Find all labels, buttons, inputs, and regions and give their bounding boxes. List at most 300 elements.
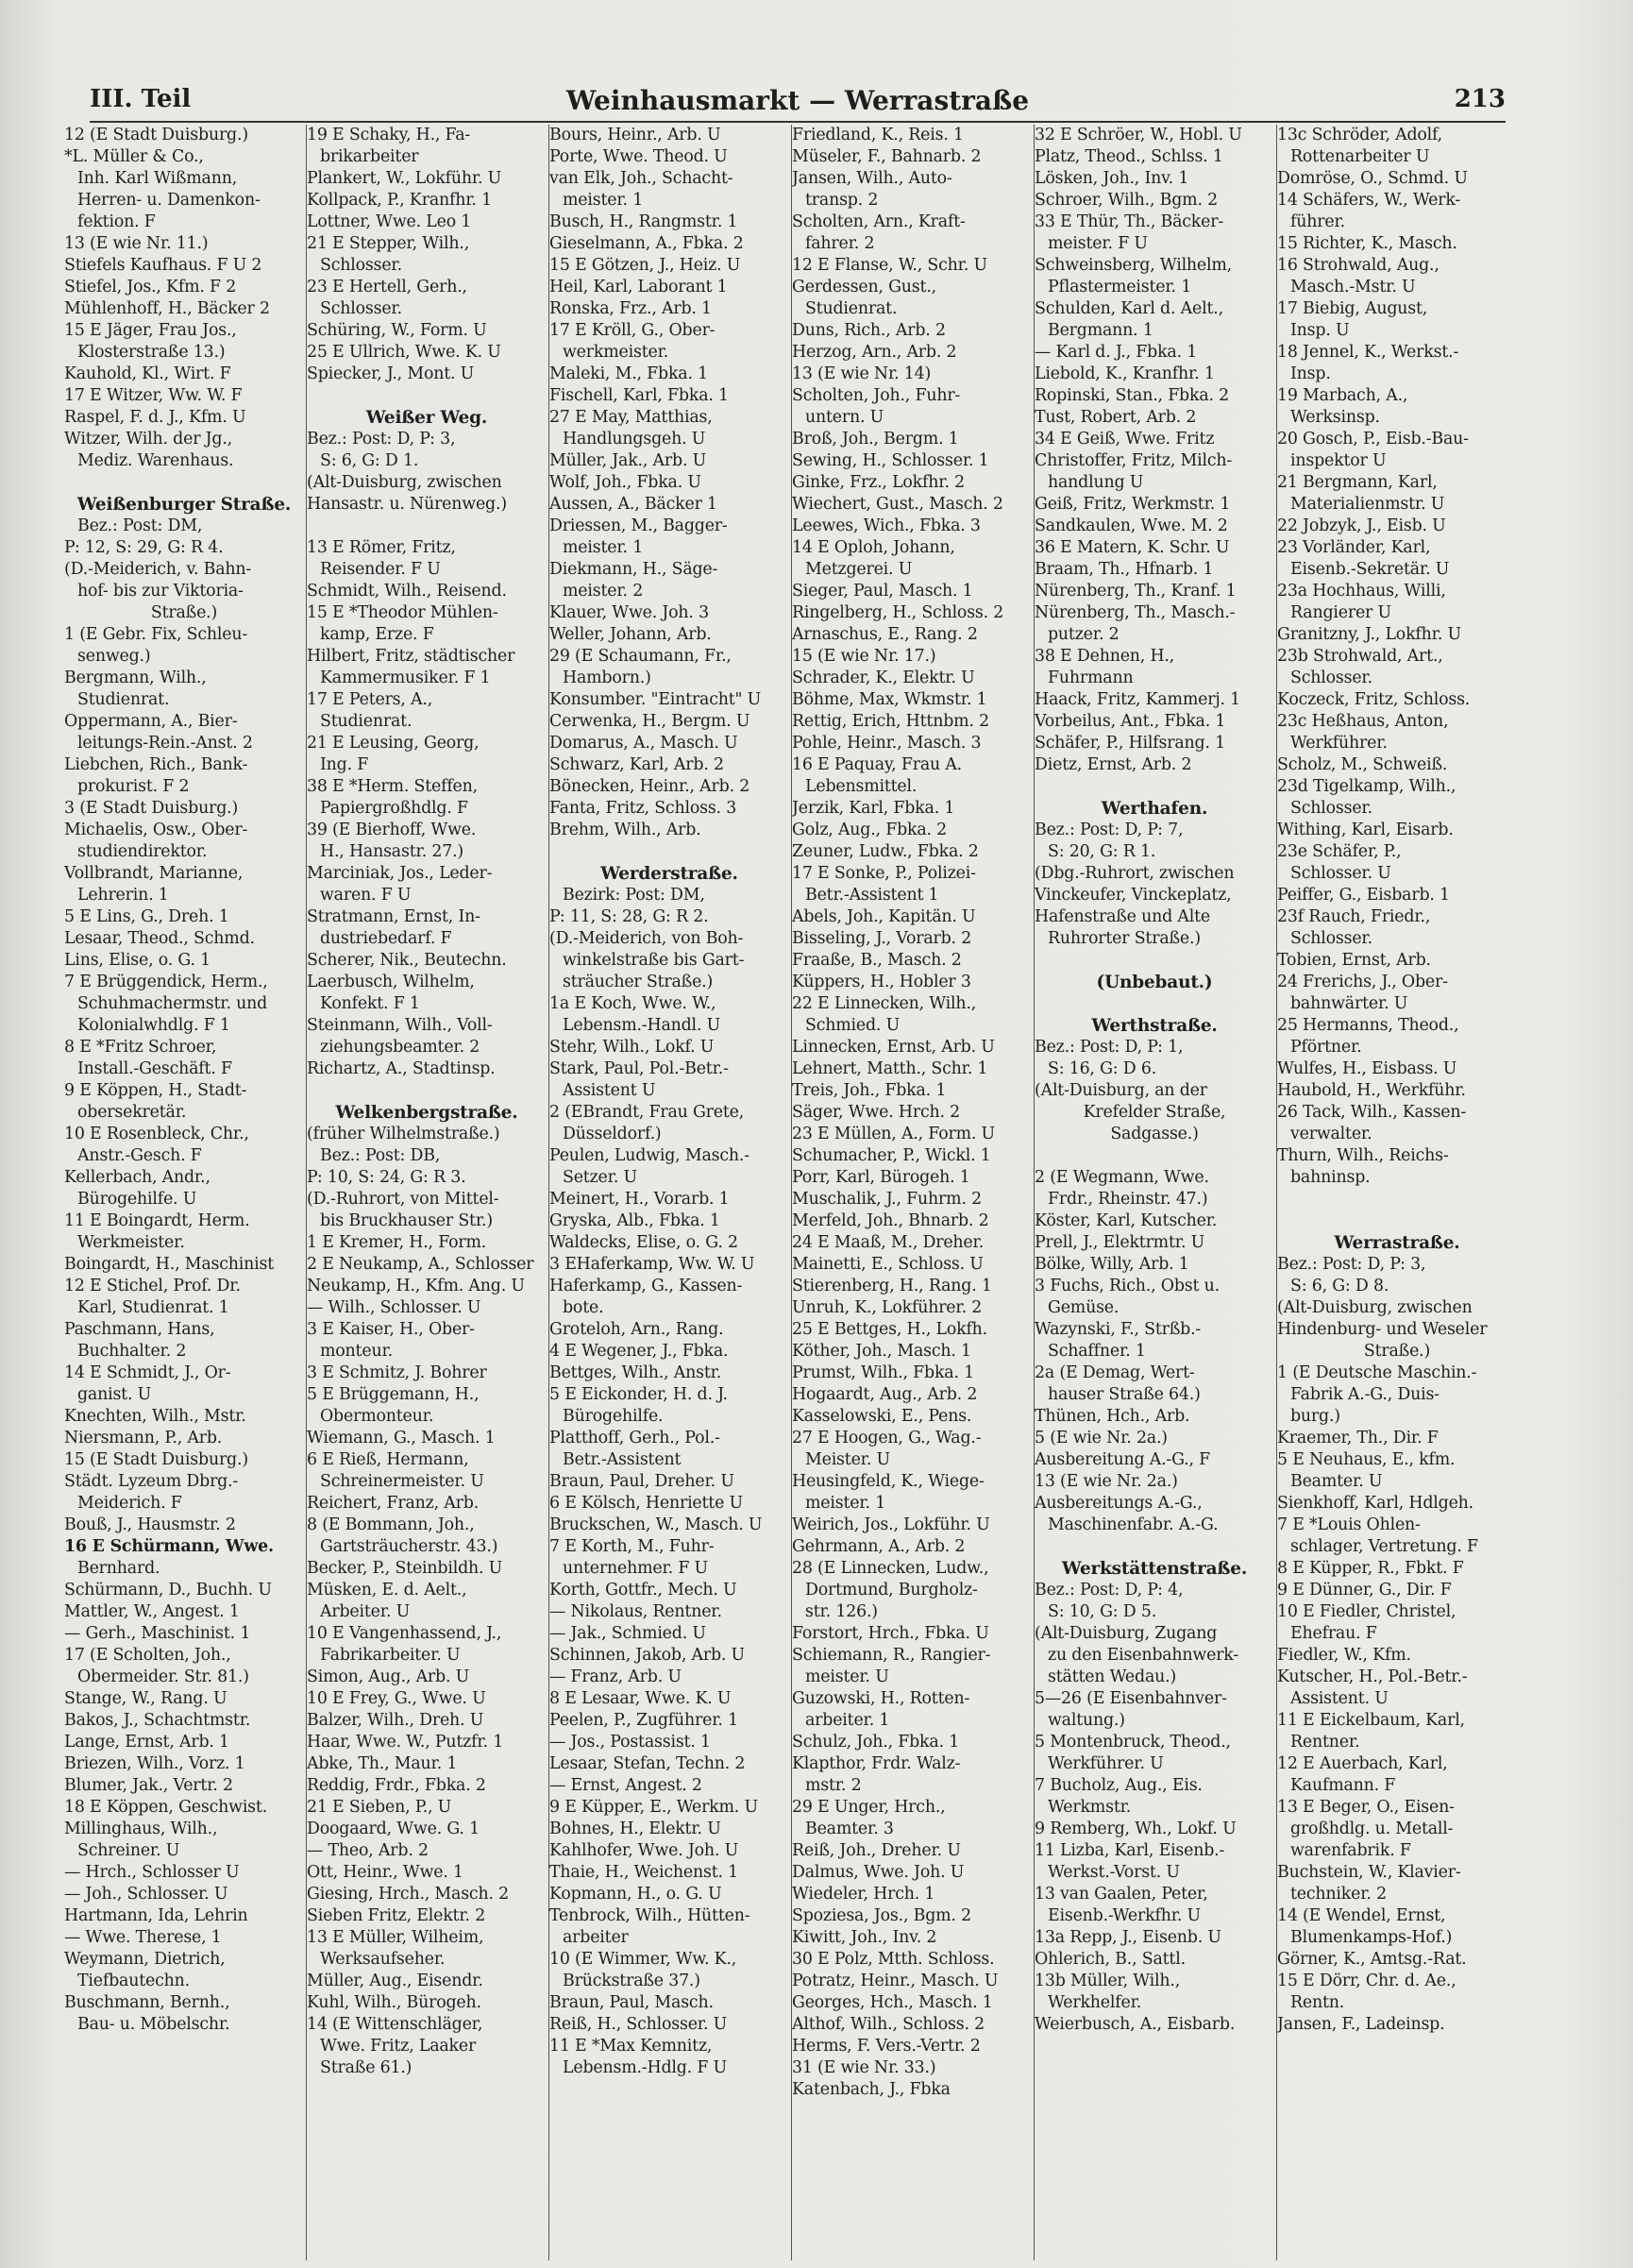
entry-line: 8 (E Bommann, Joh., <box>307 1515 475 1534</box>
entry-line: 5 Montenbruck, Theod., <box>1035 1733 1231 1752</box>
entry-line: Braun, Paul, Dreher. U <box>549 1472 734 1491</box>
entry-line: 3 E Schmitz, J. Bohrer <box>307 1363 487 1382</box>
entry-line: Gemüse. <box>1048 1298 1120 1317</box>
entry-line: Rentn. <box>1290 1993 1345 2012</box>
entry-line: 36 E Matern, K. Schr. U <box>1035 538 1230 557</box>
entry-line: transp. 2 <box>805 191 879 210</box>
entry-line: 23a Hochhaus, Willi, <box>1277 582 1446 601</box>
entry-line: Schlosser. <box>1290 799 1372 818</box>
entry-line: Böhme, Max, Wkmstr. 1 <box>792 690 987 709</box>
entry-line: Sandkaulen, Wwe. M. 2 <box>1035 516 1228 535</box>
entry-line: 16 E Paquay, Frau A. <box>792 755 963 774</box>
entry-line: 9 E Köppen, H., Stadt- <box>64 1081 247 1100</box>
entry-line: Braun, Paul, Masch. <box>549 1993 714 2012</box>
entry-line: Bölke, Willy, Arb. 1 <box>1035 1255 1189 1274</box>
entry-line: 23b Strohwald, Art., <box>1277 647 1443 666</box>
entry-line: kamp, Erze. F <box>320 625 434 644</box>
entry-line: Platz, Theod., Schlss. 1 <box>1035 147 1223 166</box>
entry-line: Pflastermeister. 1 <box>1048 278 1192 296</box>
entry-line: bis Bruckhauser Str.) <box>320 1211 493 1230</box>
entry-line: Giesing, Hrch., Masch. 2 <box>307 1885 509 1904</box>
spacer <box>1035 1536 1274 1558</box>
entry-line: Obermeider. Str. 81.) <box>77 1667 249 1686</box>
entry-line: 12 E Stichel, Prof. Dr. <box>64 1277 241 1295</box>
entry-line: Haubold, H., Werkführ. <box>1277 1081 1466 1100</box>
spacer <box>64 472 304 494</box>
entry-line: Kraemer, Th., Dir. F <box>1277 1429 1439 1447</box>
entry-line: Hilbert, Fritz, städtischer <box>307 647 515 666</box>
entry-line: Althof, Wilh., Schloss. 2 <box>792 2015 985 2034</box>
spacer <box>1035 1145 1274 1167</box>
entry-line: Spoziesa, Jos., Bgm. 2 <box>792 1906 971 1925</box>
entry-line: Zeuner, Ludw., Fbka. 2 <box>792 842 979 861</box>
entry-line: Wiechert, Gust., Masch. 2 <box>792 495 1003 514</box>
entry-line: 8 E *Fritz Schroer, <box>64 1038 217 1057</box>
entry-line: 14 E Schmidt, J., Or- <box>64 1363 231 1382</box>
entry-line: 2 (EBrandt, Frau Grete, <box>549 1103 745 1122</box>
entry-line: Friedland, K., Reis. 1 <box>792 126 964 144</box>
entry-line: Stierenberg, H., Rang. 1 <box>792 1277 992 1295</box>
entry-line: Eisenb.-Werkfhr. U <box>1048 1906 1202 1925</box>
entry-line: 24 Frerichs, J., Ober- <box>1277 973 1448 991</box>
column-divider <box>1034 125 1035 2260</box>
entry-line: Heil, Karl, Laborant 1 <box>549 278 728 296</box>
entry-line: Bouß, J., Hausmstr. 2 <box>64 1515 236 1534</box>
entry-line: Cerwenka, H., Bergm. U <box>549 712 750 731</box>
entry-line: Lebensm.-Handl. U <box>563 1016 721 1035</box>
entry-line: Hogaardt, Aug., Arb. 2 <box>792 1385 978 1404</box>
entry-line: Ing. F <box>320 755 369 774</box>
entry-line: 21 E Leusing, Georg, <box>307 734 480 753</box>
entry-line: burg.) <box>1290 1407 1340 1426</box>
entry-line: Tenbrock, Wilh., Hütten- <box>549 1906 750 1925</box>
entry-line: Bergmann, Wilh., <box>64 669 207 687</box>
entry-line: Stark, Paul, Pol.-Betr.- <box>549 1059 729 1078</box>
entry-line: Simon, Aug., Arb. U <box>307 1667 470 1686</box>
entry-line: meister. U <box>805 1667 889 1686</box>
entry-line: meister. 1 <box>563 191 644 210</box>
entry-line: 24 E Maaß, M., Dreher. <box>792 1233 985 1252</box>
entry-line: Fischell, Karl, Fbka. 1 <box>549 386 729 405</box>
entry-line: Haar, Wwe. W., Putzfr. 1 <box>307 1733 504 1752</box>
entry-line: Stiefels Kaufhaus. F U 2 <box>64 256 262 275</box>
entry-line: Stratmann, Ernst, In- <box>307 907 480 926</box>
entry-line: 5 E Neuhaus, E., kfm. <box>1277 1450 1456 1469</box>
entry-line: 21 E Stepper, Wilh., <box>307 234 470 253</box>
entry-line: 28 (E Linnecken, Ludw., <box>792 1559 989 1578</box>
entry-line: 17 Biebig, August, <box>1277 299 1428 318</box>
entry-line: Herms, F. Vers.-Vertr. 2 <box>792 2037 981 2056</box>
entry-line: Treis, Joh., Fbka. 1 <box>792 1081 947 1100</box>
entry-line: Lesaar, Stefan, Techn. 2 <box>549 1754 746 1773</box>
entry-line: Buchstein, W., Klavier- <box>1277 1863 1461 1882</box>
entry-line: Waldecks, Elise, o. G. 2 <box>549 1233 738 1252</box>
entry-line: P: 12, S: 29, G: R 4. <box>64 538 224 557</box>
entry-line: Scholten, Joh., Fuhr- <box>792 386 961 405</box>
entry-line: Straße.) <box>1363 1342 1431 1361</box>
entry-line: S: 6, G: D 8. <box>1290 1277 1389 1295</box>
entry-line: Müsken, E. d. Aelt., <box>307 1581 467 1599</box>
entry-line: Arbeiter. U <box>320 1602 411 1621</box>
entry-line: Rangierer U <box>1290 603 1391 622</box>
entry-line: 22 E Linnecken, Wilh., <box>792 994 977 1013</box>
entry-line: Kopmann, H., o. G. U <box>549 1885 722 1904</box>
entry-line: Hafenstraße und Alte <box>1035 907 1210 926</box>
entry-line: 13 (E wie Nr. 11.) <box>64 234 209 253</box>
entry-line: Becker, P., Steinbildh. U <box>307 1559 503 1578</box>
entry-line: Stiefel, Jos., Kfm. F 2 <box>64 278 237 296</box>
entry-line: 10 E Fiedler, Christel, <box>1277 1602 1456 1621</box>
entry-line: Driessen, M., Bagger- <box>549 516 728 535</box>
street-heading: Werderstraße. <box>600 864 738 884</box>
entry-line: Oppermann, A., Bier- <box>64 712 238 731</box>
entry-line: 12 (E Stadt Duisburg.) <box>64 126 248 144</box>
entry-line: 11 Lizba, Karl, Eisenb.- <box>1035 1841 1225 1860</box>
entry-line: Peulen, Ludwig, Masch.- <box>549 1146 749 1165</box>
entry-line: Kaufmann. F <box>1290 1776 1396 1795</box>
entry-line: 13 van Gaalen, Peter, <box>1035 1885 1208 1904</box>
entry-line: 20 Gosch, P., Eisb.-Bau- <box>1277 430 1469 449</box>
entry-line: Briezen, Wilh., Vorz. 1 <box>64 1754 245 1773</box>
entry-line: 6 E Kölsch, Henriette U <box>549 1494 743 1513</box>
entry-line: Platthoff, Gerh., Pol.- <box>549 1429 720 1447</box>
entry-line: 23e Schäfer, P., <box>1277 842 1402 861</box>
entry-line: 10 (E Wimmer, Ww. K., <box>549 1950 737 1969</box>
entry-line: 10 E Frey, G., Wwe. U <box>307 1689 486 1708</box>
entry-line: Konsumber. "Eintracht" U <box>549 690 762 709</box>
entry-line: 29 E Unger, Hrch., <box>792 1798 946 1817</box>
entry-line: Kammermusiker. F 1 <box>320 669 491 687</box>
entry-line: Kollpack, P., Kranfhr. 1 <box>307 191 492 210</box>
entry-line: 15 Richter, K., Masch. <box>1277 234 1457 253</box>
entry-line: Werksinsp. <box>1290 408 1380 427</box>
entry-line: Masch.-Mstr. U <box>1290 278 1416 296</box>
entry-line: Ropinski, Stan., Fbka. 2 <box>1035 386 1230 405</box>
entry-line: Boingardt, H., Maschinist <box>64 1255 275 1274</box>
entry-line: Weller, Johann, Arb. <box>549 625 712 644</box>
entry-line: Bohnes, H., Elektr. U <box>549 1819 721 1838</box>
street-heading: (Unbebaut.) <box>1096 973 1213 992</box>
entry-line: (D.-Meiderich, v. Bahn- <box>64 560 252 579</box>
entry-line: 34 E Geiß, Wwe. Fritz <box>1035 430 1215 449</box>
entry-line: Papiergroßhdlg. F <box>320 799 468 818</box>
entry-line: bahninsp. <box>1290 1168 1371 1187</box>
entry-line: Braam, Th., Hfnarb. 1 <box>1035 560 1214 579</box>
entry-line: Gieselmann, A., Fbka. 2 <box>549 234 744 253</box>
entry-line: bahnwärter. U <box>1290 994 1408 1013</box>
entry-line: Tobien, Ernst, Arb. <box>1277 951 1431 970</box>
entry-line: 15 E Jäger, Frau Jos., <box>64 321 237 340</box>
entry-line: S: 20, G: R 1. <box>1048 842 1156 861</box>
entry-line: Korth, Gottfr., Mech. U <box>549 1581 737 1599</box>
entry-line: Setzer. U <box>563 1168 637 1187</box>
entry-line: Hamborn.) <box>563 669 651 687</box>
entry-line: Sienkhoff, Karl, Hdlgeh. <box>1277 1494 1473 1513</box>
street-heading: Weißenburger Straße. <box>76 495 292 515</box>
entry-line: untern. U <box>805 408 884 427</box>
entry-line: 15 E Götzen, J., Heiz. U <box>549 256 741 275</box>
entry-line: 17 E Sonke, P., Polizei- <box>792 864 976 883</box>
entry-line: stätten Wedau.) <box>1048 1667 1177 1686</box>
entry-line: Wolf, Joh., Fbka. U <box>549 473 701 492</box>
entry-line: 1a E Koch, Wwe. W., <box>549 994 716 1013</box>
entry-line: Schlosser. <box>1290 669 1372 687</box>
entry-line: Peelen, P., Zugführer. 1 <box>549 1711 738 1730</box>
entry-line: Lebensmittel. <box>805 777 918 796</box>
entry-line: 13 E Römer, Fritz, <box>307 538 456 557</box>
entry-line: Christoffer, Fritz, Milch- <box>1035 451 1233 470</box>
page-title: Weinhausmarkt — Werrastraße <box>565 85 1030 116</box>
entry-line: 26 Tack, Wilh., Kassen- <box>1277 1103 1467 1122</box>
entry-line: meister. 1 <box>563 538 644 557</box>
entry-line: Rettig, Erich, Httnbm. 2 <box>792 712 989 731</box>
entry-line: senweg.) <box>77 647 151 666</box>
entry-line: H., Hansastr. 27.) <box>320 842 463 861</box>
entry-line: S: 6, G: D 1. <box>320 451 419 470</box>
entry-line: 15 (E Stadt Duisburg.) <box>64 1450 248 1469</box>
entry-line: 3 E Kaiser, H., Ober- <box>307 1320 475 1339</box>
entry-line: Install.-Geschäft. F <box>77 1059 232 1078</box>
entry-line: 2a (E Demag, Wert- <box>1035 1363 1195 1382</box>
entry-line: prokurist. F 2 <box>77 777 190 796</box>
entry-line: Weierbusch, A., Eisbarb. <box>1035 2015 1236 2034</box>
entry-line: Buschmann, Bernh., <box>64 1993 230 2012</box>
entry-line: Kahlhofer, Wwe. Joh. U <box>549 1841 739 1860</box>
entry-line: inspektor U <box>1290 451 1387 470</box>
entry-line: — Gerh., Maschinist. 1 <box>64 1624 251 1643</box>
entry-line: Werkführer. U <box>1048 1754 1164 1773</box>
entry-line: Werkhelfer. <box>1048 1993 1142 2012</box>
entry-line: 11 E Boingardt, Herm. <box>64 1211 250 1230</box>
entry-line: Fanta, Fritz, Schloss. 3 <box>549 799 737 818</box>
entry-line: 14 (E Wittenschläger, <box>307 2015 483 2034</box>
entry-line: 1 (E Gebr. Fix, Schleu- <box>64 625 248 644</box>
entry-line: Tust, Robert, Arb. 2 <box>1035 408 1197 427</box>
entry-line: 17 E Peters, A., <box>307 690 433 709</box>
entry-line: S: 10, G: D 5. <box>1048 1602 1157 1621</box>
entry-line: str. 126.) <box>805 1602 878 1621</box>
entry-line: Sieben Fritz, Elektr. 2 <box>307 1906 486 1925</box>
entry-line: Domröse, O., Schmd. U <box>1277 169 1468 188</box>
entry-line: Fuhrmann <box>1048 669 1134 687</box>
entry-line: 16 Strohwald, Aug., <box>1277 256 1439 275</box>
entry-line: Fabrikarbeiter. U <box>320 1646 461 1665</box>
entry-line: 8 E Lesaar, Wwe. K. U <box>549 1689 732 1708</box>
entry-line: Bönecken, Heinr., Arb. 2 <box>549 777 750 796</box>
entry-line: Schumacher, P., Wickl. 1 <box>792 1146 991 1165</box>
spacer <box>1277 1210 1517 1232</box>
page-number: 213 <box>1454 85 1506 113</box>
entry-line: Bettges, Wilh., Anstr. <box>549 1363 722 1382</box>
entry-line: Scholz, M., Schweiß. <box>1277 755 1448 774</box>
entry-line: 10 E Vangenhassend, J., <box>307 1624 502 1643</box>
entry-line: 3 Fuchs, Rich., Obst u. <box>1035 1277 1220 1295</box>
entry-line: Ronska, Frz., Arb. 1 <box>549 299 712 318</box>
entry-line: Muschalik, J., Fuhrm. 2 <box>792 1190 982 1209</box>
entry-line: Lehrerin. 1 <box>77 886 169 905</box>
entry-line: Unruh, K., Lokführer. 2 <box>792 1298 983 1317</box>
entry-line: Georges, Hch., Masch. 1 <box>792 1993 993 2012</box>
entry-line: Mattler, W., Angest. 1 <box>64 1602 240 1621</box>
entry-line: leitungs-Rein.-Anst. 2 <box>77 734 253 753</box>
entry-line: Vinckeufer, Vinckeplatz, <box>1035 886 1232 905</box>
entry-line: (D.-Ruhrort, von Mittel- <box>307 1190 499 1209</box>
entry-line: Studienrat. <box>77 690 170 709</box>
entry-line: 14 E Oploh, Johann, <box>792 538 955 557</box>
entry-line: Schmied. U <box>805 1016 901 1035</box>
street-heading: Welkenbergstraße. <box>335 1103 518 1123</box>
entry-line: 25 Hermanns, Theod., <box>1277 1016 1459 1035</box>
entry-line: 1 E Kremer, H., Form. <box>307 1233 487 1252</box>
entry-line: 31 (E wie Nr. 33.) <box>792 2058 936 2077</box>
entry-line: 21 E Sieben, P., U <box>307 1798 452 1817</box>
entry-line: Schulz, Joh., Fbka. 1 <box>792 1733 960 1752</box>
entry-line: Schreiner. U <box>77 1841 180 1860</box>
entry-line: Jansen, F., Ladeinsp. <box>1277 2015 1445 2034</box>
entry-line: 13a Repp, J., Eisenb. U <box>1035 1928 1221 1947</box>
entry-line: Schlosser. <box>1290 929 1372 948</box>
entry-line: (früher Wilhelmstraße.) <box>307 1125 500 1143</box>
entry-line: Dalmus, Wwe. Joh. U <box>792 1863 965 1882</box>
entry-line: Busch, H., Rangmstr. 1 <box>549 212 738 231</box>
entry-line: Duns, Rich., Arb. 2 <box>792 321 946 340</box>
entry-line: Sadgasse.) <box>1110 1125 1199 1143</box>
entry-line: Reisender. F U <box>320 560 441 579</box>
entry-line: 21 Bergmann, Karl, <box>1277 473 1438 492</box>
entry-line: Schaffner. 1 <box>1048 1342 1146 1361</box>
entry-line: Säger, Wwe. Hrch. 2 <box>792 1103 961 1122</box>
entry-line: Krefelder Straße, <box>1083 1103 1226 1122</box>
entry-line: Meister. U <box>805 1450 890 1469</box>
entry-line: Straße.) <box>150 603 218 622</box>
entry-line: Lehnert, Matth., Schr. 1 <box>792 1059 988 1078</box>
entry-line: Bau- u. Möbelschr. <box>77 2015 230 2034</box>
entry-line: Niersmann, P., Arb. <box>64 1429 223 1447</box>
column-divider <box>1276 125 1277 2260</box>
entry-line: Blumer, Jak., Vertr. 2 <box>64 1776 233 1795</box>
entry-line: 23 E Hertell, Gerh., <box>307 278 467 296</box>
entry-line: Withing, Karl, Eisarb. <box>1277 821 1454 839</box>
entry-line: Bisseling, J., Vorarb. 2 <box>792 929 972 948</box>
entry-line: Assistent. U <box>1290 1689 1389 1708</box>
entry-line: Rentner. <box>1290 1733 1360 1752</box>
entry-line: Koczeck, Fritz, Schloss. <box>1277 690 1471 709</box>
entry-line: warenfabrik. F <box>1290 1841 1411 1860</box>
entry-line: Kolonialwhdlg. F 1 <box>77 1016 230 1035</box>
entry-line: Nürenberg, Th., Masch.- <box>1035 603 1236 622</box>
entry-line: Brehm, Wilh., Arb. <box>549 821 701 839</box>
entry-line: Porte, Wwe. Theod. U <box>549 147 728 166</box>
entry-line: Neukamp, H., Kfm. Ang. U <box>307 1277 525 1295</box>
entry-line: P: 11, S: 28, G: R 2. <box>549 907 709 926</box>
page-header <box>90 83 1506 123</box>
street-heading: Werrastraße. <box>1334 1233 1460 1253</box>
entry-line: Tiefbautechn. <box>77 1972 190 1990</box>
entry-line: Frdr., Rheinstr. 47.) <box>1048 1190 1208 1209</box>
entry-line: Schmidt, Wilh., Reisend. <box>307 582 507 601</box>
entry-line: 7 E Korth, M., Fuhr- <box>549 1537 715 1556</box>
entry-line: ganist. U <box>77 1385 152 1404</box>
entry-line: — Jos., Postassist. 1 <box>549 1733 711 1752</box>
part-label: III. Teil <box>90 85 192 113</box>
entry-line: Thünen, Hch., Arb. <box>1035 1407 1190 1426</box>
entry-line: Kutscher, H., Pol.-Betr.- <box>1277 1667 1468 1686</box>
entry-line: Beamter. U <box>1290 1472 1383 1491</box>
entry-line: Mühlenhoff, H., Bäcker 2 <box>64 299 270 318</box>
entry-line: 7 E Brüggendick, Herm., <box>64 973 268 991</box>
entry-line: Guzowski, H., Rotten- <box>792 1689 970 1708</box>
entry-line: Bez.: Post: DM, <box>77 516 203 535</box>
entry-line: Bez.: Post: D, P: 4, <box>1035 1581 1184 1599</box>
entry-line: Schlosser. <box>320 256 402 275</box>
entry-line: — Ernst, Angest. 2 <box>549 1776 702 1795</box>
entry-line: Vollbrandt, Marianne, <box>64 864 244 883</box>
entry-line: Kasselowski, E., Pens. <box>792 1407 972 1426</box>
entry-line: Schinnen, Jakob, Arb. U <box>549 1646 746 1665</box>
entry-line: Ringelberg, H., Schloss. 2 <box>792 603 1004 622</box>
entry-line: Thurn, Wilh., Reichs- <box>1277 1146 1449 1165</box>
entry-line: Fraaße, B., Masch. 2 <box>792 951 962 970</box>
entry-line: Städt. Lyzeum Dbrg.- <box>64 1472 239 1491</box>
entry-line: Ausbereitungs A.-G., <box>1035 1494 1203 1513</box>
column-4 <box>792 125 1032 2260</box>
entry-line: Ohlerich, B., Sattl. <box>1035 1950 1186 1969</box>
entry-line: dustriebedarf. F <box>320 929 452 948</box>
entry-line: mstr. 2 <box>805 1776 862 1795</box>
entry-line: 12 E Flanse, W., Schr. U <box>792 256 987 275</box>
entry-line: 6 E Rieß, Hermann, <box>307 1450 469 1469</box>
entry-line: 8 E Küpper, R., Fbkt. F <box>1277 1559 1464 1578</box>
entry-line: Kellerbach, Andr., <box>64 1168 210 1187</box>
entry-line: Kauhold, Kl., Wirt. F <box>64 364 231 383</box>
entry-line: Merfeld, Joh., Bhnarb. 2 <box>792 1211 989 1230</box>
entry-line: Thaie, H., Weichenst. 1 <box>549 1863 739 1882</box>
entry-line: Betr.-Assistent 1 <box>805 886 939 905</box>
entry-line: 30 E Polz, Mtth. Schloss. <box>792 1950 995 1969</box>
street-heading: Werkstättenstraße. <box>1061 1559 1248 1579</box>
entry-line: Schreinermeister. U <box>320 1472 484 1491</box>
entry-line: Schürmann, D., Buchh. U <box>64 1581 272 1599</box>
entry-line: 13 E Müller, Wilheim, <box>307 1928 484 1947</box>
entry-line: Schrader, K., Elektr. U <box>792 669 975 687</box>
entry-line: Gartsträucherstr. 43.) <box>320 1537 498 1556</box>
entry-line: 18 Jennel, K., Werkst.- <box>1277 343 1459 362</box>
entry-line: Obermonteur. <box>320 1407 434 1426</box>
entry-line: 9 E Dünner, G., Dir. F <box>1277 1581 1452 1599</box>
entry-line: Klosterstraße 13.) <box>77 343 226 362</box>
entry-line: arbeiter <box>563 1928 629 1947</box>
entry-line: Insp. <box>1290 364 1331 383</box>
column-3 <box>549 125 789 2260</box>
entry-line: hof- bis zur Viktoria- <box>77 582 244 601</box>
entry-line: Reichert, Franz, Arb. <box>307 1494 480 1513</box>
entry-line: 12 E Auerbach, Karl, <box>1277 1754 1448 1773</box>
entry-line: 38 E Dehnen, H., <box>1035 647 1175 666</box>
entry-line: Schüring, W., Form. U <box>307 321 487 340</box>
entry-line: Bruckschen, W., Masch. U <box>549 1515 763 1534</box>
entry-line: Ruhrorter Straße.) <box>1048 929 1201 948</box>
entry-line: Hindenburg- und Weseler <box>1277 1320 1488 1339</box>
entry-line: Raspel, F. d. J., Kfm. U <box>64 408 246 427</box>
entry-line: bote. <box>563 1298 604 1317</box>
entry-line: Mediz. Warenhaus. <box>77 451 234 470</box>
entry-line: hauser Straße 64.) <box>1048 1385 1201 1404</box>
entry-line: 13c Schröder, Adolf, <box>1277 126 1442 144</box>
entry-line: putzer. 2 <box>1048 625 1120 644</box>
spacer <box>1277 1189 1517 1210</box>
entry-line: 10 E Rosenbleck, Chr., <box>64 1125 249 1143</box>
entry-line: Witzer, Wilh. der Jg., <box>64 430 233 449</box>
